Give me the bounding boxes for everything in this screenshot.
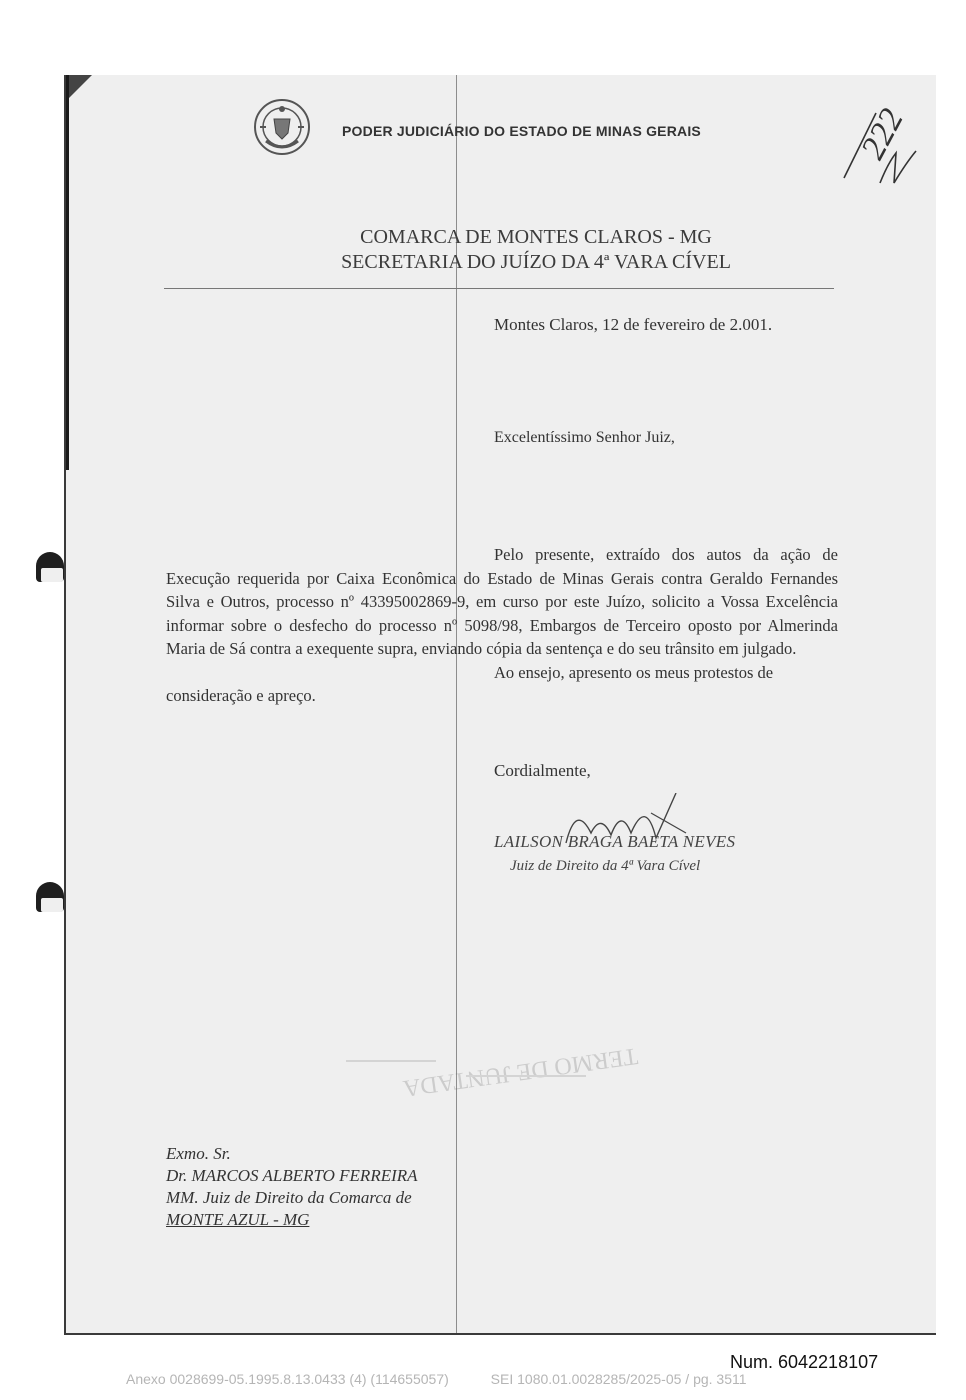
letterhead-block <box>166 225 906 275</box>
footer-annex: Anexo 0028699-05.1995.8.13.0433 (4) (114655057) <box>126 1371 449 1387</box>
scanned-letter-page <box>64 75 936 1335</box>
secretaria-title: SECRETARIA DO JUÍZO DA 4ª VARA CÍVEL <box>341 251 731 273</box>
closing: Cordialmente, <box>494 761 591 780</box>
faint-bleedthrough-stamp <box>316 1000 646 1110</box>
coat-of-arms-seal-icon <box>252 97 312 157</box>
letter-body <box>166 543 838 708</box>
signer-title: Juiz de Direito da 4ª Vara Cível <box>510 858 701 874</box>
document-number: Num. 6042218107 <box>730 1352 879 1372</box>
handwritten-number-text: 222 <box>854 102 911 166</box>
comarca-title: COMARCA DE MONTES CLAROS - MG <box>360 226 712 248</box>
body-paragraph-1: Pelo presente, extraído dos autos da ação de Execução requerida por Caixa Econômica do Estado de Minas Gerais contra Geraldo Fernandes Silva e Outros, processo nº 43395002869-9, em curso por este Juízo, solicito a Vossa Excelência informar sobre o desfecho do processo nº 5098/98, Embargos de Terceiro oposto por Almerinda Maria de Sá contra a exequente supra, enviando cópia da sentença e do seu trânsito em julgado. <box>166 545 838 658</box>
recipient-block <box>166 1143 418 1231</box>
corner-fold-mark <box>66 75 92 101</box>
recipient-line-4: MONTE AZUL - MG <box>166 1210 310 1229</box>
handwritten-page-number <box>836 83 936 193</box>
punch-hole-top <box>36 552 64 582</box>
letter-date: Montes Claros, 12 de fevereiro de 2.001. <box>494 315 773 334</box>
footer-metadata <box>126 1371 886 1387</box>
header-divider <box>164 288 834 289</box>
body-paragraph-2-line-1: Ao ensejo, apresento os meus protestos de <box>494 662 774 682</box>
page-edge-shadow <box>66 75 69 470</box>
signer-name: LAILSON BRAGA BAETA NEVES <box>494 832 736 851</box>
recipient-line-3: MM. Juiz de Direito da Comarca de <box>166 1188 412 1207</box>
punch-hole-bottom <box>36 882 64 912</box>
salutation: Excelentíssimo Senhor Juiz, <box>494 429 675 446</box>
recipient-line-2: Dr. MARCOS ALBERTO FERREIRA <box>166 1166 418 1185</box>
court-header: PODER JUDICIÁRIO DO ESTADO DE MINAS GERAIS <box>342 123 701 139</box>
stamp-text: TERMO DE JUNTADA <box>401 1042 640 1102</box>
body-paragraph-2-line-2: consideração e apreço. <box>166 686 316 705</box>
footer-sei: SEI 1080.01.0028285/2025-05 / pg. 3511 <box>490 1371 747 1387</box>
recipient-line-1: Exmo. Sr. <box>166 1144 231 1163</box>
